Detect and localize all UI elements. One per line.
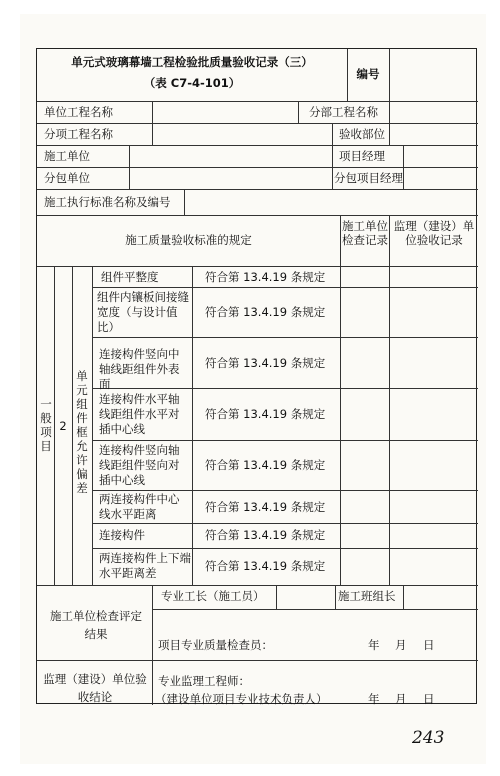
year-label: 年 bbox=[368, 692, 380, 706]
item-rule: 符合第 13.4.19 条规定 bbox=[205, 458, 326, 472]
hline bbox=[152, 609, 478, 610]
sub-project-label: 分部工程名称 bbox=[309, 105, 378, 119]
item-name: 两连接构件上下端水平距离差 bbox=[99, 551, 191, 580]
month-label: 月 bbox=[395, 638, 407, 652]
vline bbox=[389, 123, 390, 145]
item-name: 连接构件竖向轴线距组件竖向对插中心线 bbox=[99, 443, 180, 487]
vline bbox=[332, 123, 333, 145]
subcontract-manager-label: 分包项目经理 bbox=[334, 171, 403, 185]
supervisor-conclusion-label: 监理（建设）单位验收结论 bbox=[43, 672, 147, 704]
vline bbox=[72, 266, 73, 585]
standard-label: 施工执行标准名称及编号 bbox=[44, 195, 171, 209]
inspector-label: 项目专业质量检查员： bbox=[158, 638, 273, 652]
item-rule: 符合第 13.4.19 条规定 bbox=[205, 500, 326, 514]
vline bbox=[276, 585, 277, 609]
foreman-label: 专业工长（施工员） bbox=[161, 589, 265, 603]
unit-check-header: 施工单位检查记录 bbox=[342, 219, 388, 247]
vline bbox=[152, 101, 153, 123]
page-number: 243 bbox=[412, 728, 445, 748]
item-rule: 符合第 13.4.19 条规定 bbox=[205, 270, 326, 284]
item-rule: 符合第 13.4.19 条规定 bbox=[205, 528, 326, 542]
item-name: 组件内镶板间接缝宽度（与设计值比） bbox=[97, 290, 189, 334]
hline bbox=[92, 523, 478, 524]
form-title: 单元式玻璃幕墙工程检验批质量验收记录（三） bbox=[71, 55, 313, 69]
hline bbox=[37, 145, 478, 146]
item-name: 连接构件竖向中轴线距组件外表面 bbox=[99, 347, 180, 391]
hline bbox=[37, 585, 478, 586]
item-name: 两连接构件中心线水平距离 bbox=[99, 492, 180, 521]
unit-project-label: 单位工程名称 bbox=[44, 105, 113, 119]
vline bbox=[129, 145, 130, 189]
owner-rep-label: （建设单位项目专业技术负责人） bbox=[155, 692, 328, 706]
vline bbox=[184, 189, 185, 215]
acceptance-part-label: 验收部位 bbox=[339, 127, 385, 141]
vline bbox=[192, 266, 193, 585]
vline bbox=[389, 101, 390, 123]
group-label: 单元组件框允许偏差 bbox=[76, 369, 88, 495]
hline bbox=[37, 215, 478, 216]
unit-check-result-label: 施工单位检查评定结果 bbox=[50, 609, 142, 641]
hline bbox=[92, 337, 478, 338]
hline bbox=[37, 266, 478, 267]
vline bbox=[340, 215, 341, 585]
item-rule: 符合第 13.4.19 条规定 bbox=[205, 305, 326, 319]
vline bbox=[332, 145, 333, 189]
vline bbox=[152, 123, 153, 145]
team-leader-label: 施工班组长 bbox=[338, 589, 396, 603]
item-name: 连接构件水平轴线距组件水平对插中心线 bbox=[99, 392, 180, 436]
item-rule: 符合第 13.4.19 条规定 bbox=[205, 559, 326, 573]
construction-unit-label: 施工单位 bbox=[44, 149, 90, 163]
supervisor-engineer-label: 专业监理工程师： bbox=[158, 674, 250, 688]
vline bbox=[403, 585, 404, 609]
item-number: 2 bbox=[59, 419, 67, 433]
vline bbox=[92, 266, 93, 585]
vline bbox=[389, 49, 390, 101]
vline bbox=[403, 145, 404, 189]
form-code: （表 C7-4-101） bbox=[143, 76, 241, 90]
item-name: 组件平整度 bbox=[101, 270, 159, 284]
project-manager-label: 项目经理 bbox=[339, 149, 385, 163]
hline bbox=[92, 490, 478, 491]
number-label: 编号 bbox=[356, 67, 380, 81]
hline bbox=[92, 287, 478, 288]
document-page bbox=[20, 14, 486, 764]
hline bbox=[37, 101, 478, 102]
hline bbox=[92, 440, 478, 441]
day-label: 日 bbox=[423, 692, 435, 706]
item-name: 连接构件 bbox=[99, 528, 145, 542]
spec-header: 施工质量验收标准的规定 bbox=[125, 233, 252, 247]
hline bbox=[37, 189, 478, 190]
hline bbox=[92, 548, 478, 549]
vline bbox=[152, 585, 153, 705]
subcontract-unit-label: 分包单位 bbox=[44, 171, 90, 185]
month-label: 月 bbox=[395, 692, 407, 706]
hline bbox=[37, 167, 478, 168]
item-project-label: 分项工程名称 bbox=[44, 127, 113, 141]
vline bbox=[335, 585, 336, 609]
supervisor-check-header: 监理（建设）单位验收记录 bbox=[393, 219, 475, 247]
item-rule: 符合第 13.4.19 条规定 bbox=[205, 407, 326, 421]
item-rule: 符合第 13.4.19 条规定 bbox=[205, 356, 326, 370]
form-table bbox=[36, 48, 477, 704]
vline bbox=[389, 215, 390, 585]
general-items-label: 一般项目 bbox=[40, 397, 52, 453]
vline bbox=[298, 101, 299, 123]
year-label: 年 bbox=[368, 638, 380, 652]
hline bbox=[37, 660, 478, 661]
day-label: 日 bbox=[423, 638, 435, 652]
hline bbox=[37, 123, 478, 124]
